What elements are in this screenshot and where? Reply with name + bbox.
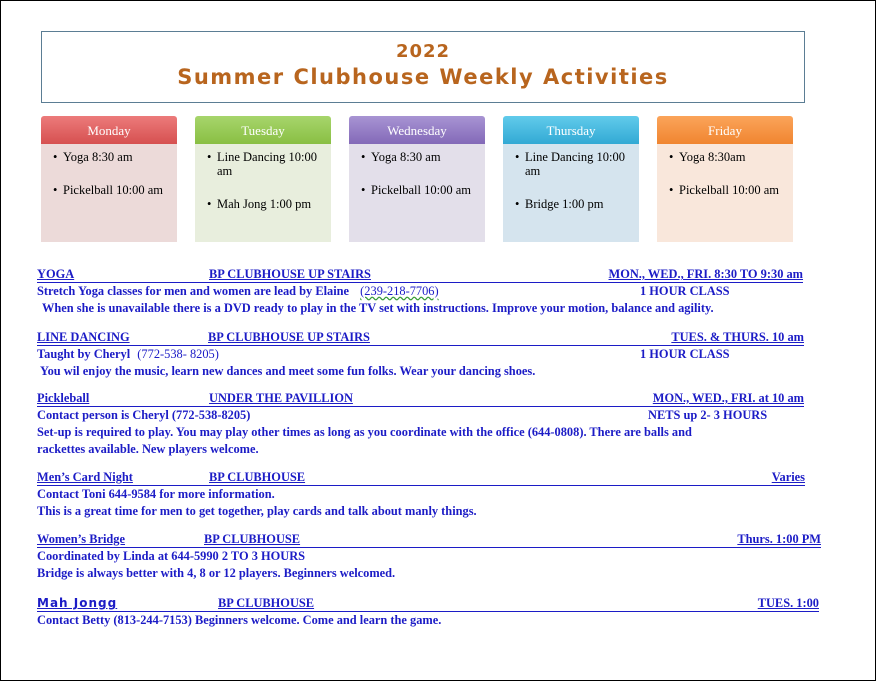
activity-name: Pickleball	[37, 391, 90, 405]
day-activity: • Pickelball 10:00 am	[669, 183, 787, 197]
day-card-wednesday	[349, 116, 485, 242]
activity-description: Contact person is Cheryl (772-538-8205)	[37, 408, 251, 422]
activity-schedule: Thurs. 1:00 PM	[737, 532, 821, 546]
day-header: Thursday	[503, 116, 639, 144]
activity-schedule: TUES. & THURS. 10 am	[671, 330, 804, 344]
activity-description: You wil enjoy the music, learn new dances and meet some fun folks. Wear your dancing shoes.	[40, 364, 536, 378]
activity-mah-jongg	[37, 596, 822, 629]
day-card-thursday	[503, 116, 639, 242]
activity-schedule: MON., WED., FRI. at 10 am	[652, 391, 804, 405]
activity-pickleball	[37, 391, 822, 458]
day-activity: • Line Dancing 10:00 am	[207, 150, 325, 178]
activity-description: This is a great time for men to get together, play cards and talk about manly things.	[37, 504, 477, 518]
activity-description: Taught by Cheryl	[37, 347, 131, 361]
activity-duration: 1 HOUR CLASS	[640, 284, 730, 298]
activity-description: Stretch Yoga classes for men and women are lead by Elaine	[37, 284, 350, 298]
day-activity: • Mah Jong 1:00 pm	[207, 197, 325, 211]
day-card-monday	[41, 116, 177, 242]
day-header: Friday	[657, 116, 793, 144]
day-header: Wednesday	[349, 116, 485, 144]
activity-duration: 1 HOUR CLASS	[640, 347, 730, 361]
page-title: Summer Clubhouse Weekly Activities	[177, 65, 669, 89]
day-activity: • Line Dancing 10:00 am	[515, 150, 633, 178]
activity-description: Coordinated by Linda at 644-5990 2 TO 3 HOURS	[37, 549, 306, 563]
activity-description: Contact Toni 644-9584 for more information.	[37, 487, 275, 501]
activity-location: BP CLUBHOUSE UP STAIRS	[209, 267, 371, 281]
activity-mens-card-night	[37, 470, 822, 520]
activity-schedule: MON., WED., FRI. 8:30 TO 9:30 am	[608, 267, 803, 281]
title-year: 2022	[395, 41, 451, 62]
activity-line-dancing	[37, 330, 822, 380]
activity-duration: NETS up 2- 3 HOURS	[648, 408, 768, 422]
day-card-tuesday	[195, 116, 331, 242]
activity-schedule: Varies	[771, 470, 805, 484]
title-banner	[41, 31, 805, 103]
day-activity: • Yoga 8:30 am	[361, 150, 479, 164]
day-activity: • Yoga 8:30 am	[53, 150, 171, 164]
day-activity: • Pickelball 10:00 am	[53, 183, 171, 197]
activity-name: Women’s Bridge	[37, 532, 125, 546]
activity-location: BP CLUBHOUSE	[209, 470, 306, 484]
activity-location: BP CLUBHOUSE	[218, 596, 315, 610]
activity-description: Set-up is required to play. You may play other times as long as you coordinate with the office (644-0808). There are balls and	[37, 425, 692, 439]
activity-location: BP CLUBHOUSE UP STAIRS	[208, 330, 370, 344]
day-activity: • Bridge 1:00 pm	[515, 197, 633, 211]
activity-phone: (239-218-7706)	[360, 284, 439, 298]
activity-womens-bridge	[37, 532, 822, 582]
activity-location: UNDER THE PAVILLION	[209, 391, 353, 405]
activity-description: Bridge is always better with 4, 8 or 12 players. Beginners welcomed.	[37, 566, 396, 580]
activity-description: Contact Betty (813-244-7153) Beginners welcome. Come and learn the game.	[37, 613, 442, 627]
day-header: Tuesday	[195, 116, 331, 144]
activity-name: Men’s Card Night	[37, 470, 133, 484]
day-card-friday	[657, 116, 793, 242]
activity-description: rackettes available. New players welcome.	[37, 442, 259, 456]
activity-schedule: TUES. 1:00	[757, 596, 819, 610]
activity-phone: (772-538- 8205)	[137, 347, 219, 361]
activity-name: YOGA	[37, 267, 75, 281]
day-header: Monday	[41, 116, 177, 144]
activity-yoga	[37, 267, 822, 317]
day-activity: • Pickelball 10:00 am	[361, 183, 479, 197]
activity-name: LINE DANCING	[37, 330, 130, 344]
activity-description: When she is unavailable there is a DVD ready to play in the TV set with instructions. Improve your motion, balance and agility.	[42, 301, 714, 315]
activity-location: BP CLUBHOUSE	[204, 532, 301, 546]
day-activity: • Yoga 8:30am	[669, 150, 787, 164]
activity-name: Mah Jongg	[37, 596, 118, 610]
